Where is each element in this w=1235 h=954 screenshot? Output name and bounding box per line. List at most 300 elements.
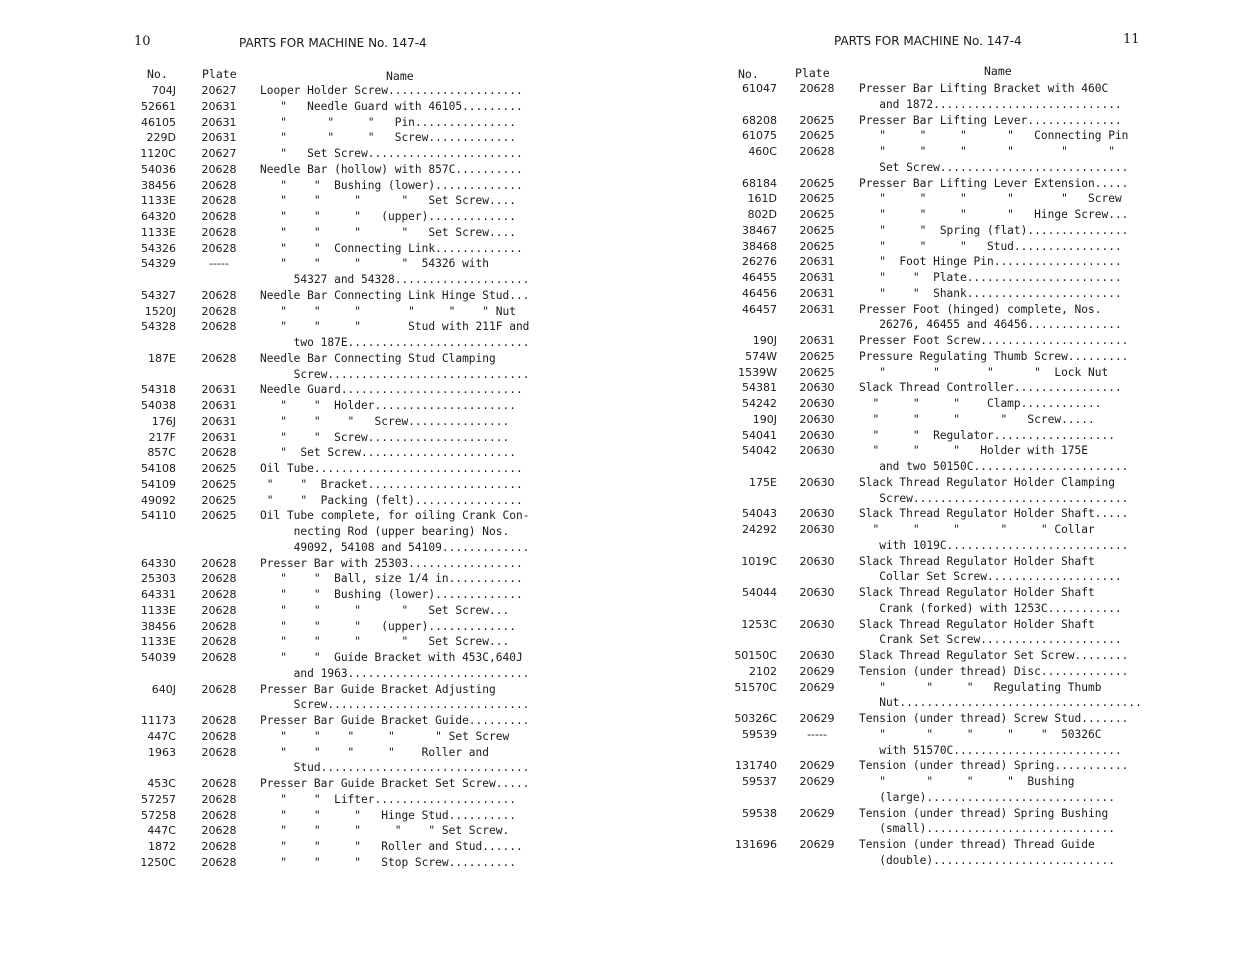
part-row [0, 493, 617, 509]
plate-number: 20630 [799, 397, 835, 410]
part-name: Stud............................... [260, 761, 530, 775]
part-number: 1253C [741, 617, 777, 631]
part-row [0, 382, 617, 398]
part-name: Needle Bar (hollow) with 857C.......... [260, 162, 523, 176]
part-name: (large)............................ [859, 790, 1115, 804]
part-number: 57258 [141, 808, 176, 822]
part-row [0, 430, 617, 446]
plate-number: ----- [807, 727, 827, 741]
plate-number: 20631 [201, 430, 237, 444]
part-name: " " " Pin............... [260, 115, 516, 129]
part-number: 131696 [735, 838, 777, 851]
plate-number: 20629 [799, 664, 835, 678]
part-row [617, 506, 1235, 522]
part-row [617, 758, 1235, 774]
part-number: 447C [147, 729, 176, 743]
part-name: Needle Bar Connecting Link Hinge Stud... [260, 288, 530, 302]
part-row [0, 225, 617, 241]
plate-number: 20629 [799, 712, 835, 725]
part-row [617, 601, 1235, 617]
plate-number: ----- [209, 257, 229, 271]
part-name: Presser Bar Guide Bracket Set Screw..... [260, 777, 530, 790]
part-number: 1120C [140, 147, 176, 160]
part-number: 54242 [742, 397, 777, 410]
part-row [0, 351, 617, 367]
plate-number: 20628 [201, 714, 237, 727]
part-row [617, 790, 1235, 806]
part-name: " " " " " " Nut [260, 304, 516, 318]
plate-number: 20631 [799, 302, 835, 316]
part-number: 574W [745, 349, 777, 363]
plate-number: 20629 [799, 759, 835, 773]
part-row [0, 792, 617, 808]
part-name: " " Bushing (lower)............. [260, 178, 523, 192]
part-number: 54044 [742, 586, 777, 599]
plate-number: 20631 [799, 271, 835, 284]
part-row [617, 365, 1235, 381]
part-number: 54328 [141, 320, 176, 334]
part-row [0, 619, 617, 635]
part-name: and 1963........................... [260, 666, 530, 680]
plate-number: 20625 [799, 208, 835, 221]
part-number: 704J [151, 84, 176, 97]
plate-number: 20625 [799, 176, 835, 190]
part-number: 52661 [141, 99, 176, 113]
part-row [0, 304, 617, 320]
part-number: 57257 [141, 792, 176, 806]
part-number: 190J [752, 412, 777, 426]
part-name: Slack Thread Regulator Holder Shaft [859, 586, 1095, 599]
part-row [617, 380, 1235, 396]
part-row [0, 367, 617, 383]
plate-number: 20631 [201, 399, 237, 412]
column-header-name: Name [386, 69, 414, 83]
part-name: " Set Screw....................... [260, 446, 516, 460]
part-row [617, 333, 1235, 349]
part-name: 49092, 54108 and 54109............. [260, 540, 530, 554]
part-row [617, 538, 1235, 554]
part-name: " " " Stud with 211F and [260, 320, 530, 334]
part-row [0, 162, 617, 178]
part-name: " " " Stop Screw.......... [260, 855, 516, 869]
part-row [617, 176, 1235, 192]
part-number: 25303 [141, 572, 176, 586]
part-row [617, 475, 1235, 491]
column-header-plate: Plate [795, 66, 830, 80]
plate-number: 20628 [201, 682, 237, 696]
part-row [0, 288, 617, 304]
part-row [0, 414, 617, 430]
plate-number: 20628 [201, 304, 237, 318]
part-row [0, 83, 617, 99]
part-row [617, 585, 1235, 601]
part-row [617, 207, 1235, 223]
part-row [0, 130, 617, 146]
part-number: 187E [148, 351, 176, 365]
part-row [617, 569, 1235, 585]
part-row [617, 443, 1235, 459]
part-name: Needle Bar Connecting Stud Clamping [260, 351, 496, 365]
part-name: " " " " Set Screw... [260, 635, 510, 649]
plate-number: 20630 [799, 649, 835, 662]
part-name: " Foot Hinge Pin................... [859, 255, 1122, 269]
plate-number: 20625 [799, 349, 835, 363]
plate-number: 20625 [799, 239, 835, 253]
part-row [0, 477, 617, 493]
part-number: 24292 [742, 523, 777, 536]
part-name: " " Shank....................... [859, 286, 1122, 300]
part-number: 54043 [742, 507, 777, 521]
part-row [0, 571, 617, 587]
part-name: " " " Clamp............ [859, 397, 1102, 410]
part-number: 38456 [141, 178, 176, 192]
part-number: 131740 [735, 759, 777, 773]
part-name: " " " " Hinge Screw... [859, 208, 1129, 221]
part-number: 1250C [140, 855, 176, 869]
part-row [617, 632, 1235, 648]
plate-number: 20628 [201, 351, 237, 365]
part-name: Needle Guard........................... [260, 383, 523, 397]
part-name: " " Regulator.................. [859, 428, 1115, 442]
part-row [617, 695, 1235, 711]
part-name: " " " " " 50326C [859, 727, 1102, 741]
part-name: Screw.............................. [260, 698, 530, 712]
part-number: 59538 [742, 806, 777, 820]
part-name: " " Connecting Link............. [260, 241, 523, 255]
part-row [617, 522, 1235, 538]
part-number: 1520J [144, 304, 176, 318]
part-number: 54042 [742, 444, 777, 458]
part-name: " " Spring (flat)............... [859, 223, 1129, 237]
plate-number: 20629 [799, 806, 835, 820]
part-name: " " " " " Set Screw [260, 729, 510, 743]
part-number: 1963 [148, 745, 176, 759]
plate-number: 20628 [201, 855, 237, 869]
part-name: " " " Screw............. [260, 131, 516, 145]
part-name: Tension (under thread) Disc............. [859, 664, 1129, 678]
part-row [617, 664, 1235, 680]
part-name: 54327 and 54328.................... [260, 273, 530, 286]
plate-number: 20625 [799, 129, 835, 143]
part-number: 68208 [742, 113, 777, 127]
part-name: Collar Set Screw.................... [859, 570, 1122, 584]
plate-number: 20630 [799, 412, 835, 426]
plate-number: 20630 [799, 554, 835, 568]
part-row [617, 270, 1235, 286]
plate-number: 20630 [799, 475, 835, 489]
part-number: 802D [747, 208, 777, 221]
part-name: " " Plate....................... [859, 271, 1122, 284]
part-name: Crank Set Screw..................... [859, 633, 1122, 647]
part-row [0, 256, 617, 272]
plate-number: 20625 [201, 477, 237, 491]
part-row [0, 839, 617, 855]
part-name: Presser Bar Guide Bracket Adjusting [260, 682, 496, 696]
part-row [0, 776, 617, 792]
part-row [617, 711, 1235, 727]
part-name: " " Screw..................... [260, 430, 510, 444]
part-name: Slack Thread Regulator Holder Shaft..... [859, 507, 1129, 521]
part-number: 453C [147, 777, 176, 790]
plate-number: 20628 [201, 745, 237, 759]
part-name: Looper Holder Screw.................... [260, 84, 523, 97]
part-number: 54329 [141, 257, 176, 271]
plate-number: 20631 [201, 99, 237, 113]
part-name: Slack Thread Regulator Holder Shaft [859, 554, 1095, 568]
plate-number: 20629 [799, 680, 835, 694]
part-name: Presser Bar Lifting Bracket with 460C [859, 82, 1109, 95]
part-number: 54041 [742, 428, 777, 442]
part-row [0, 823, 617, 839]
part-row [617, 128, 1235, 144]
plate-number: 20628 [201, 446, 237, 460]
part-row [617, 412, 1235, 428]
part-name: " " Bracket....................... [260, 477, 523, 491]
part-row [617, 239, 1235, 255]
plate-number: 20625 [799, 192, 835, 206]
part-number: 447C [147, 824, 176, 838]
plate-number: 20628 [201, 651, 237, 664]
part-number: 2102 [749, 664, 777, 678]
plate-number: 20631 [201, 115, 237, 129]
part-number: 54039 [141, 651, 176, 664]
part-number: 1133E [141, 225, 176, 239]
part-name: " " " " Bushing [859, 775, 1075, 788]
part-row [617, 459, 1235, 475]
page-number: 10 [134, 34, 151, 49]
part-row [0, 808, 617, 824]
plate-number: 20628 [799, 145, 835, 158]
plate-number: 20625 [201, 509, 237, 523]
part-name: necting Rod (upper bearing) Nos. [260, 525, 510, 538]
part-row [617, 191, 1235, 207]
part-name: and 1872............................ [859, 97, 1122, 111]
plate-number: 20630 [799, 444, 835, 458]
part-name: " " " " Set Screw.... [260, 225, 516, 239]
part-row [617, 302, 1235, 318]
part-row [617, 113, 1235, 129]
part-name: Crank (forked) with 1253C........... [859, 601, 1122, 615]
part-number: 54381 [742, 381, 777, 395]
plate-number: 20628 [201, 556, 237, 570]
part-row [617, 743, 1235, 759]
part-name: Presser Foot Screw...................... [859, 334, 1129, 347]
part-row [0, 461, 617, 477]
part-row [617, 286, 1235, 302]
part-number: 61047 [742, 82, 777, 95]
plate-number: 20625 [799, 223, 835, 237]
part-row [0, 540, 617, 556]
part-number: 46105 [141, 115, 176, 129]
plate-number: 20628 [201, 619, 237, 633]
part-row [617, 97, 1235, 113]
part-number: 1539W [738, 365, 777, 379]
part-name: Oil Tube............................... [260, 462, 523, 475]
part-name: Slack Thread Regulator Holder Clamping [859, 475, 1115, 489]
part-number: 26276 [742, 255, 777, 269]
part-number: 1133E [141, 635, 176, 649]
part-number: 54036 [141, 162, 176, 176]
part-name: " " " Stud................ [859, 239, 1122, 253]
part-number: 51570C [734, 680, 777, 694]
plate-number: 20628 [201, 824, 237, 838]
part-name: " " " " Set Screw.... [260, 194, 516, 208]
part-row [617, 648, 1235, 664]
part-row [0, 272, 617, 288]
plate-number: 20628 [201, 635, 237, 649]
part-row [617, 727, 1235, 743]
plate-number: 20625 [201, 462, 237, 475]
plate-number: 20628 [201, 320, 237, 334]
plate-number: 20628 [799, 82, 835, 95]
plate-number: 20628 [201, 241, 237, 255]
part-name: " " " " " Screw [859, 192, 1122, 206]
part-row [0, 634, 617, 650]
part-row [617, 680, 1235, 696]
part-name: Presser Bar Guide Bracket Guide......... [260, 714, 530, 727]
part-name: Presser Foot (hinged) complete, Nos. [859, 302, 1102, 316]
part-name: Tension (under thread) Spring Bushing [859, 806, 1109, 820]
parts-list-right [617, 81, 1235, 869]
plate-number: 20631 [799, 255, 835, 269]
part-number: 176J [151, 414, 176, 428]
right-page [617, 0, 1235, 954]
part-name: " " " " Set Screw... [260, 603, 510, 617]
plate-number: 20628 [201, 210, 237, 223]
plate-number: 20631 [799, 286, 835, 300]
part-row [617, 491, 1235, 507]
plate-number: 20625 [201, 493, 237, 507]
part-name: Screw................................ [859, 491, 1129, 505]
part-number: 68184 [742, 176, 777, 190]
plate-number: 20628 [201, 792, 237, 806]
plate-number: 20628 [201, 572, 237, 586]
part-name: " " " " " Collar [859, 523, 1095, 536]
plate-number: 20628 [201, 777, 237, 790]
part-row [0, 398, 617, 414]
part-name: with 1019C........................... [859, 538, 1129, 552]
part-name: Tension (under thread) Screw Stud....... [859, 712, 1129, 725]
part-number: 49092 [141, 493, 176, 507]
part-number: 61075 [742, 129, 777, 143]
part-row [0, 524, 617, 540]
part-name: (small)............................ [859, 822, 1115, 836]
part-row [617, 396, 1235, 412]
column-header-name: Name [984, 64, 1012, 78]
part-name: " " " " " " [859, 145, 1115, 158]
part-name: " " " " Connecting Pin [859, 129, 1129, 143]
part-row [0, 603, 617, 619]
part-row [617, 806, 1235, 822]
part-row [617, 821, 1235, 837]
part-name: " " " " Screw..... [859, 412, 1095, 426]
part-name: Presser Bar with 25303................. [260, 556, 523, 570]
part-name: Slack Thread Regulator Holder Shaft [859, 617, 1095, 631]
part-number: 54108 [141, 462, 176, 475]
part-number: 38467 [742, 223, 777, 237]
part-row [0, 209, 617, 225]
part-number: 54327 [141, 288, 176, 302]
left-page [0, 0, 617, 954]
part-name: " " " Screw............... [260, 414, 510, 428]
part-number: 46455 [742, 271, 777, 284]
part-number: 54109 [141, 477, 176, 491]
part-row [617, 81, 1235, 97]
column-header-plate: Plate [202, 67, 237, 81]
part-row [0, 745, 617, 761]
plate-number: 20631 [799, 334, 835, 347]
plate-number: 20630 [799, 523, 835, 536]
part-row [0, 445, 617, 461]
part-row [0, 146, 617, 162]
part-name: Slack Thread Regulator Set Screw........ [859, 649, 1129, 662]
part-name: 26276, 46455 and 46456.............. [859, 318, 1122, 332]
part-number: 217F [148, 430, 176, 444]
part-number: 59537 [742, 775, 777, 788]
part-name: " " Bushing (lower)............. [260, 588, 523, 601]
plate-number: 20628 [201, 162, 237, 176]
part-number: 54038 [141, 399, 176, 412]
part-name: " " Packing (felt)................ [260, 493, 523, 507]
part-row [0, 193, 617, 209]
page-title: PARTS FOR MACHINE No. 147-4 [239, 36, 427, 50]
part-number: 460C [748, 145, 777, 158]
part-name: Presser Bar Lifting Lever.............. [859, 113, 1122, 127]
part-name: Tension (under thread) Thread Guide [859, 838, 1095, 851]
part-name: Slack Thread Controller................ [859, 381, 1122, 395]
part-number: 11173 [141, 714, 176, 727]
part-name: Oil Tube complete, for oiling Crank Con- [260, 509, 530, 523]
part-number: 640J [151, 682, 176, 696]
part-row [617, 223, 1235, 239]
part-name: " " " " 54326 with [260, 257, 490, 271]
part-name: " " " (upper)............. [260, 619, 516, 633]
plate-number: 20625 [799, 365, 835, 379]
part-number: 59539 [742, 727, 777, 741]
part-name: " Set Screw....................... [260, 147, 523, 160]
part-name: " " " Regulating Thumb [859, 680, 1102, 694]
part-number: 50150C [734, 649, 777, 662]
part-row [617, 428, 1235, 444]
part-row [0, 241, 617, 257]
page-number: 11 [1123, 32, 1140, 47]
part-name: Presser Bar Lifting Lever Extension..... [859, 176, 1129, 190]
part-row [0, 760, 617, 776]
part-number: 46456 [742, 286, 777, 300]
plate-number: 20628 [201, 288, 237, 302]
part-name: " " " Holder with 175E [859, 444, 1089, 458]
part-row [0, 713, 617, 729]
part-name: Nut.................................... [859, 696, 1142, 710]
part-row [617, 317, 1235, 333]
part-row [617, 837, 1235, 853]
part-number: 46457 [742, 302, 777, 316]
part-row [0, 697, 617, 713]
part-number: 54326 [141, 241, 176, 255]
plate-number: 20630 [799, 381, 835, 395]
part-row [0, 115, 617, 131]
part-row [617, 774, 1235, 790]
plate-number: 20628 [201, 603, 237, 617]
part-name: " " Ball, size 1/4 in........... [260, 572, 523, 586]
part-row [0, 508, 617, 524]
part-number: 64320 [141, 210, 176, 223]
plate-number: 20627 [201, 147, 237, 160]
part-number: 38468 [742, 239, 777, 253]
part-row [617, 349, 1235, 365]
part-number: 54318 [141, 383, 176, 397]
part-row [0, 682, 617, 698]
